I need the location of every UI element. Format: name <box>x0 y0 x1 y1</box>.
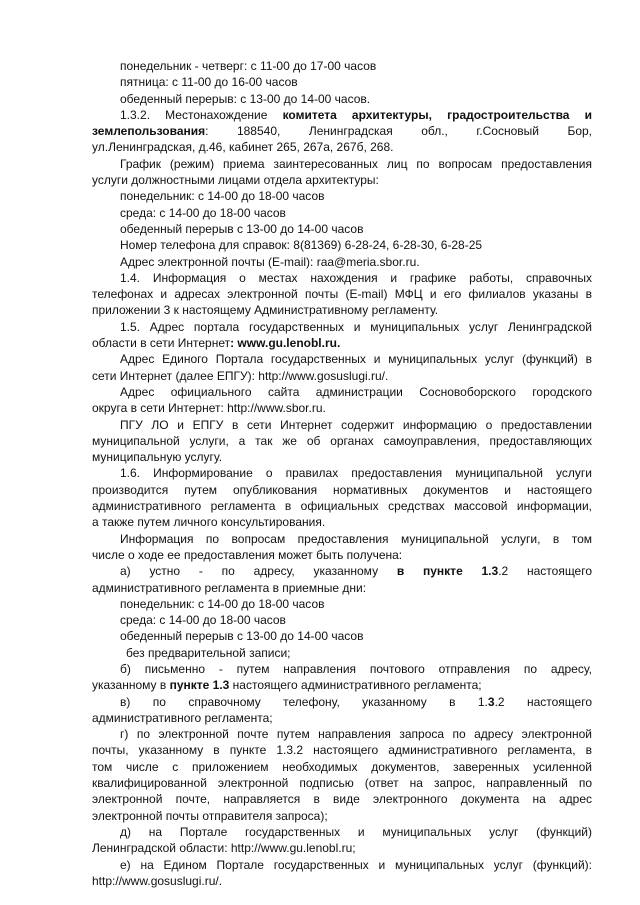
paragraph-1-6-line: административного регламента в официальных средствах массовой информации, <box>92 499 592 514</box>
document-body <box>92 58 592 889</box>
paragraph-1-4-line: телефонах и адресах электронной почты (E-mail) МФЦ и его филиалов указаны в <box>92 287 592 302</box>
schedule-line: понедельник: с 14-00 до 18-00 часов <box>120 189 325 204</box>
schedule-line: обеденный перерыв: с 13-00 до 14-00 часов. <box>120 91 371 106</box>
epgu-line: Адрес Единого Портала государственных и муниципальных услуг (функций) в <box>120 352 592 367</box>
phone-line: Номер телефона для справок: 8(81369) 6-28-24, 6-28-30, 6-28-25 <box>120 238 483 253</box>
schedule-line: понедельник: с 14-00 до 18-00 часов <box>120 596 325 611</box>
admin-site-line: округа в сети Интернет: http://www.sbor.ru. <box>92 401 326 416</box>
paragraph-1-6-line: производится путем опубликования нормативных документов и настоящего <box>92 482 592 497</box>
pgu-line: муниципальной услуги, а так же об органах самоуправления, предоставляющих <box>92 433 592 448</box>
schedule-line: среда: с 14-00 до 18-00 часов <box>120 613 286 628</box>
schedule-line: понедельник - четверг: с 11-00 до 17-00 часов <box>120 59 377 73</box>
email-line: Адрес электронной почты (E-mail): raa@meria.sbor.ru. <box>120 254 420 269</box>
no-appointment-line: без предварительной записи; <box>126 645 291 660</box>
item-e-line: е) на Едином Портале государственных и муниципальных услуг (функций): <box>120 857 592 872</box>
item-v-line: административного регламента; <box>92 710 273 725</box>
item-g-line: почты, указанному в пункте 1.3.2 настоящего административного регламента, в <box>92 743 592 758</box>
schedule-line: пятница: с 11-00 до 16-00 часов <box>120 75 298 90</box>
paragraph-1-4-line: приложении 3 к настоящему Административному регламенту. <box>92 303 439 318</box>
pgu-line: муниципальную услугу. <box>92 450 223 465</box>
item-v-line: в) по справочному телефону, указанному в 1.3.2 настоящего <box>120 694 592 709</box>
paragraph-1-4-line: 1.4. Информация о местах нахождения и графике работы, справочных <box>120 270 592 285</box>
paragraph-1-3-2-line: ул.Ленинградская, д.46, кабинет 265, 267а, 267б, 268. <box>92 140 394 155</box>
pgu-line: ПГУ ЛО и ЕПГУ в сети Интернет содержит информацию о предоставлении <box>120 417 592 432</box>
schedule-line: обеденный перерыв с 13-00 до 14-00 часов <box>120 221 364 236</box>
item-g-line: электронной почты отправителя запроса); <box>92 808 328 823</box>
item-d-line: Ленинградской области: http://www.gu.lenobl.ru; <box>92 841 356 856</box>
paragraph-1-3-2-line: 1.3.2. Местонахождение комитета архитектуры, градостроительства и <box>120 107 592 122</box>
epgu-line: сети Интернет (далее ЕПГУ): http://www.gosuslugi.ru/. <box>92 368 389 383</box>
schedule-intro-line: График (режим) приема заинтересованных лиц по вопросам предоставления <box>120 156 592 171</box>
item-g-line: электронной почте, направляется в виде электронного документа на адрес <box>92 792 592 807</box>
paragraph-1-5-line: области в сети Интернет: www.gu.lenobl.ru. <box>92 336 341 351</box>
paragraph-1-6-line: 1.6. Информирование о правилах предоставления муниципальной услуги <box>120 466 592 481</box>
admin-site-line: Адрес официального сайта администрации Сосновоборского городского <box>120 384 592 399</box>
paragraph-1-6-line: а также путем личного консультирования. <box>92 515 326 530</box>
item-g-line: г) по электронной почте путем направления запроса по адресу электронной <box>120 727 592 742</box>
schedule-intro-line: услуги должностными лицами отдела архитектуры: <box>92 173 379 188</box>
info-intro-line: Информация по вопросам предоставления муниципальной услуги, в том <box>120 531 592 546</box>
info-intro-line: числе о ходе ее предоставления может быть получена: <box>92 547 403 562</box>
item-d-line: д) на Портале государственных и муниципальных услуг (функций) <box>120 824 592 839</box>
schedule-line: обеденный перерыв с 13-00 до 14-00 часов <box>120 629 364 644</box>
item-a-line: а) устно - по адресу, указанному в пункте 1.3.2 настоящего <box>120 564 593 579</box>
item-b-line: б) письменно - путем направления почтового отправления по адресу, <box>120 661 592 676</box>
item-e-line: http://www.gosuslugi.ru/. <box>92 873 223 888</box>
item-b-line: указанному в пункте 1.3 настоящего административного регламента; <box>92 678 482 693</box>
item-g-line: квалифицированной электронной подписью (ответ на запрос, направленный по <box>92 776 592 791</box>
paragraph-1-5-line: 1.5. Адрес портала государственных и муниципальных услуг Ленинградской <box>120 319 592 334</box>
item-g-line: том числе с приложением необходимых документов, заверенных усиленной <box>92 759 592 774</box>
schedule-line: среда: с 14-00 до 18-00 часов <box>120 205 286 220</box>
paragraph-1-3-2-line: землепользования: 188540, Ленинградская обл., г.Сосновый Бор, <box>92 124 592 139</box>
item-a-line: административного регламента в приемные дни: <box>92 580 367 595</box>
